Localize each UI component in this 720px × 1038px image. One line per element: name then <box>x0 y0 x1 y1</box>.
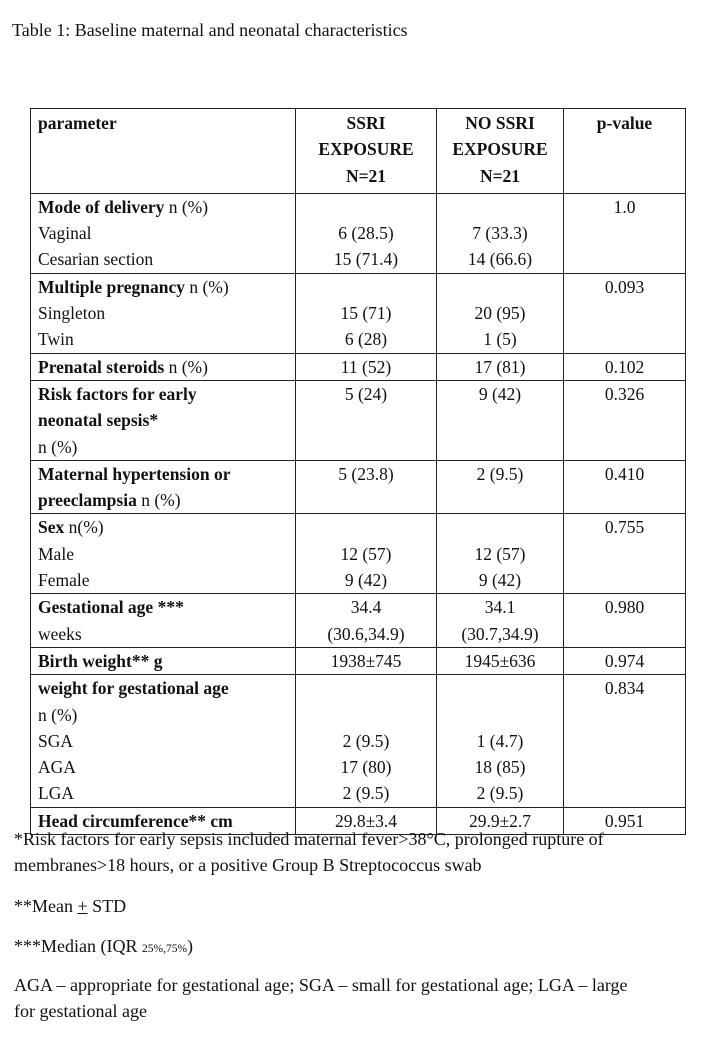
row-label: Mode of delivery n (%) Vaginal Cesarian section <box>31 193 296 273</box>
table-row <box>31 675 686 807</box>
row-label: Multiple pregnancy n (%) Singleton Twin <box>31 273 296 353</box>
row-label: Birth weight** g <box>31 647 296 674</box>
no-ssri-cell: 34.1 (30.7,34.9) <box>437 594 564 648</box>
table-row <box>31 647 686 674</box>
p-value-cell: 0.951 <box>564 807 686 834</box>
table-row <box>31 273 686 353</box>
row-label: Maternal hypertension or preeclampsia n (%) <box>31 460 296 514</box>
p-value-cell: 0.102 <box>564 353 686 380</box>
ssri-cell: 12 (57) 9 (42) <box>296 514 437 594</box>
table-caption: Table 1: Baseline maternal and neonatal characteristics <box>12 20 408 40</box>
p-value-cell: 0.755 <box>564 514 686 594</box>
row-label: Gestational age *** weeks <box>31 594 296 648</box>
p-value-cell: 0.326 <box>564 380 686 460</box>
ssri-cell: 1938±745 <box>296 647 437 674</box>
ssri-cell: 11 (52) <box>296 353 437 380</box>
row-label: Sex n(%) Male Female <box>31 514 296 594</box>
header-parameter: parameter <box>31 109 296 194</box>
characteristics-table <box>30 108 686 835</box>
ssri-cell: 5 (24) <box>296 380 437 460</box>
table-row <box>31 514 686 594</box>
row-label: Head circumference** cm <box>31 807 296 834</box>
no-ssri-cell: 7 (33.3) 14 (66.6) <box>437 193 564 273</box>
table-row <box>31 594 686 648</box>
ssri-cell: 15 (71) 6 (28) <box>296 273 437 353</box>
no-ssri-cell: 17 (81) <box>437 353 564 380</box>
ssri-cell: 5 (23.8) <box>296 460 437 514</box>
table-row <box>31 353 686 380</box>
no-ssri-cell: 12 (57) 9 (42) <box>437 514 564 594</box>
footnote-median: ***Median (IQR 25%,75%) <box>14 936 194 956</box>
header-p-value: p-value <box>564 109 686 194</box>
ssri-cell: 2 (9.5) 17 (80) 2 (9.5) <box>296 675 437 807</box>
p-value-cell: 0.974 <box>564 647 686 674</box>
row-label: Prenatal steroids n (%) <box>31 353 296 380</box>
row-label: weight for gestational age n (%) SGA AGA LGA <box>31 675 296 807</box>
table-row <box>31 193 686 273</box>
footnote-sepsis: *Risk factors for early sepsis included maternal fever>38°C, prolonged rupture of membranes>18 hours, or a positive Group B Streptococcus swab <box>14 829 604 875</box>
table-header-row <box>31 109 686 194</box>
footnote-abbreviations: AGA – appropriate for gestational age; SGA – small for gestational age; LGA – large for gestational age <box>14 975 628 1021</box>
ssri-cell: 6 (28.5) 15 (71.4) <box>296 193 437 273</box>
table-row <box>31 460 686 514</box>
p-value-cell: 0.980 <box>564 594 686 648</box>
no-ssri-cell: 1945±636 <box>437 647 564 674</box>
row-label: Risk factors for early neonatal sepsis* n (%) <box>31 380 296 460</box>
no-ssri-cell: 20 (95) 1 (5) <box>437 273 564 353</box>
p-value-cell: 1.0 <box>564 193 686 273</box>
table-row <box>31 380 686 460</box>
p-value-cell: 0.093 <box>564 273 686 353</box>
ssri-cell: 29.8±3.4 <box>296 807 437 834</box>
no-ssri-cell: 1 (4.7) 18 (85) 2 (9.5) <box>437 675 564 807</box>
header-no-ssri: NO SSRI EXPOSURE N=21 <box>437 109 564 194</box>
no-ssri-cell: 2 (9.5) <box>437 460 564 514</box>
p-value-cell: 0.834 <box>564 675 686 807</box>
no-ssri-cell: 29.9±2.7 <box>437 807 564 834</box>
header-ssri: SSRI EXPOSURE N=21 <box>296 109 437 194</box>
no-ssri-cell: 9 (42) <box>437 380 564 460</box>
p-value-cell: 0.410 <box>564 460 686 514</box>
ssri-cell: 34.4 (30.6,34.9) <box>296 594 437 648</box>
footnote-mean: **Mean + STD <box>14 896 127 916</box>
